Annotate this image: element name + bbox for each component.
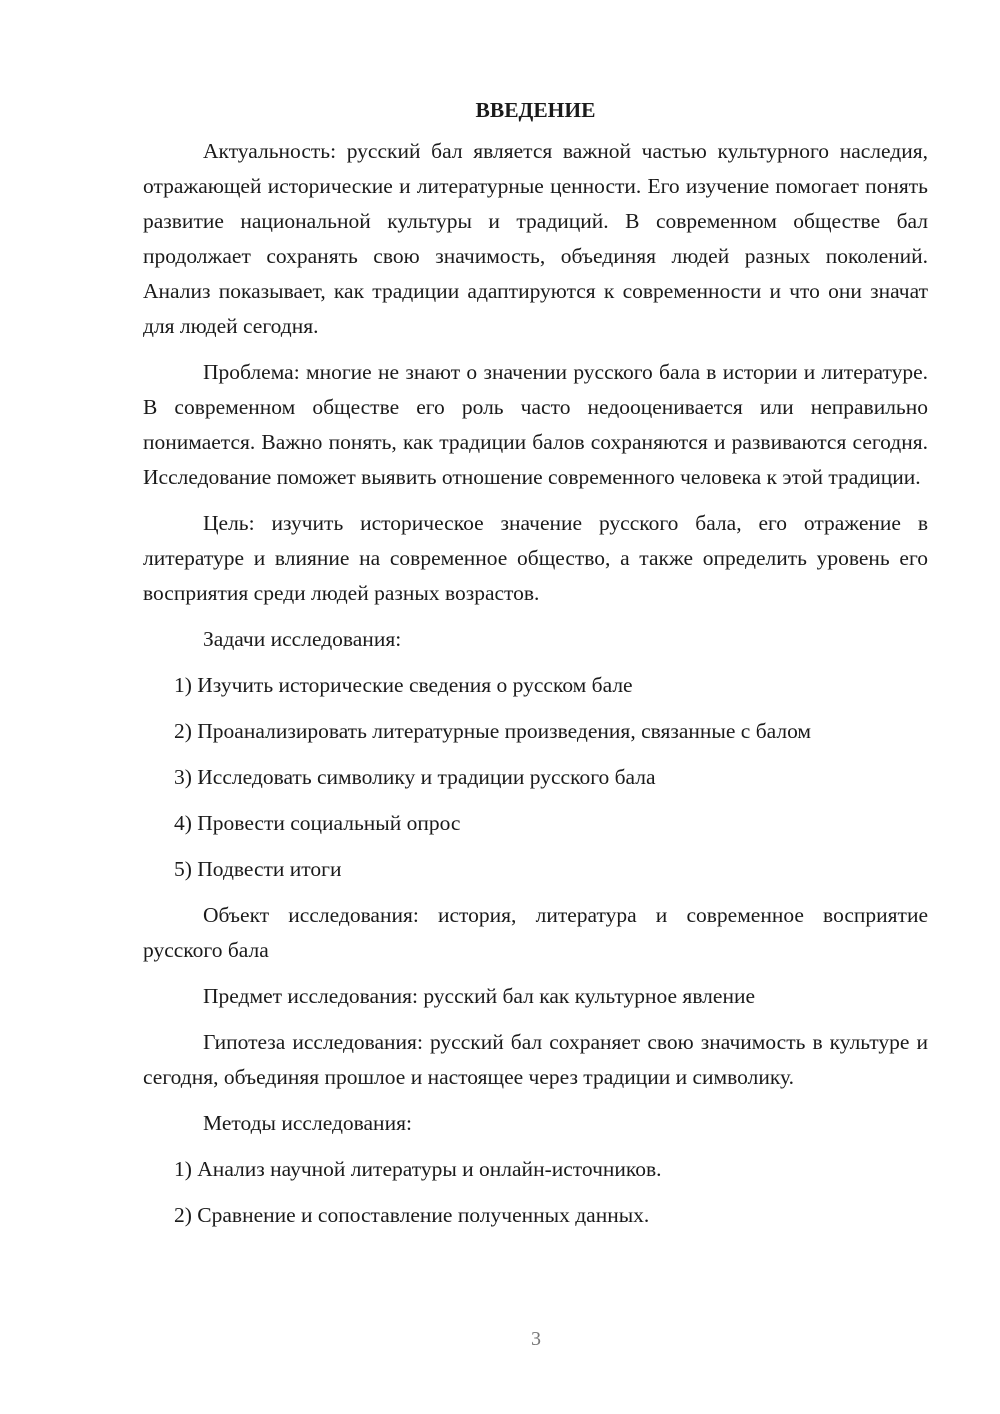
goal-paragraph: Цель: изучить историческое значение русского бала, его отражение в литературе и влияние на современное общество, а также определить уровень его восприятия среди людей разных возрастов. — [143, 511, 928, 605]
subject-paragraph: Предмет исследования: русский бал как культурное явление — [203, 984, 756, 1008]
methods-title: Методы исследования: — [203, 1111, 412, 1135]
list-item: 4) Провести социальный опрос — [174, 811, 461, 835]
tasks-title: Задачи исследования: — [203, 627, 402, 651]
relevance-paragraph: Актуальность: русский бал является важной частью культурного наследия, отражающей исторические и литературные ценности. Его изучение помогает понять развитие национальной культуры и традиций. В современном обществе бал продолжает сохранять свою значимость, объединяя людей разных поколений. Анализ показывает, как традиции адаптируются к современности и что они значат для людей сегодня. — [143, 139, 928, 338]
page-title: ВВЕДЕНИЕ — [475, 98, 596, 122]
list-item: 3) Исследовать символику и традиции русского бала — [174, 765, 656, 789]
page-number: 3 — [531, 1328, 541, 1350]
hypothesis-paragraph: Гипотеза исследования: русский бал сохраняет свою значимость в культуре и сегодня, объединяя прошлое и настоящее через традиции и символику. — [143, 1030, 928, 1089]
list-item: 1) Анализ научной литературы и онлайн-источников. — [174, 1157, 662, 1181]
object-paragraph: Объект исследования: история, литература и современное восприятие русского бала — [143, 903, 928, 962]
tasks-list — [143, 668, 928, 887]
list-item: 2) Проанализировать литературные произведения, связанные с балом — [174, 719, 812, 743]
document-page — [143, 95, 928, 1244]
list-item: 1) Изучить исторические сведения о русском бале — [174, 673, 633, 697]
list-item: 5) Подвести итоги — [174, 857, 342, 881]
methods-list — [143, 1152, 928, 1233]
list-item: 2) Сравнение и сопоставление полученных данных. — [174, 1203, 650, 1227]
problem-paragraph: Проблема: многие не знают о значении русского бала в истории и литературе. В современном обществе его роль часто недооценивается или неправильно понимается. Важно понять, как традиции балов сохраняются и развиваются сегодня. Исследование поможет выявить отношение современного человека к этой традиции. — [143, 360, 928, 489]
